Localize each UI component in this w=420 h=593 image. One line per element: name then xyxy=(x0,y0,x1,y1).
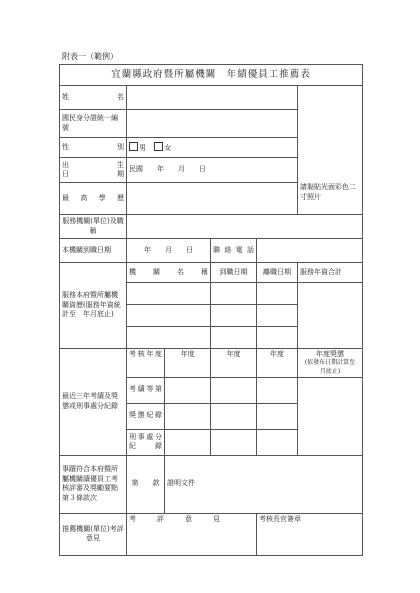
history-label: 服務本府暨所屬機關資歷(服務年資統計至 年月底止) xyxy=(60,263,127,349)
record-sum-cell[interactable] xyxy=(298,377,363,455)
history-end-cell[interactable] xyxy=(257,305,298,327)
id-label: 國民身分證統一編號 xyxy=(60,110,127,138)
record-cell[interactable] xyxy=(211,429,257,455)
recommendation-form xyxy=(59,64,363,556)
facts-label: 事蹟符合本府暨所屬機關績優員工考核評審及獎勵要點第３條款次 xyxy=(60,455,127,513)
record-label: 最近三年考績及獎懲或刑事處分紀錄 xyxy=(60,349,127,456)
record-item-criminal: 刑事處分紀錄 xyxy=(127,429,165,455)
record-sum-label: 年度獎懲 xyxy=(316,350,345,358)
opinion-field[interactable]: 考 評 意 見 xyxy=(127,513,257,555)
education-label: 最 高 學 歷 xyxy=(60,183,127,215)
record-cell[interactable] xyxy=(165,377,211,403)
photo-note: 請黏貼光面彩色二寸照片 xyxy=(300,183,356,201)
gender-label: 性 別 xyxy=(60,138,127,158)
start-field[interactable]: 年 月 日 xyxy=(127,239,211,263)
form-caption: 附表一（範例） xyxy=(62,52,118,61)
id-field[interactable] xyxy=(127,110,298,138)
male-label: 男 xyxy=(139,143,146,152)
start-label: 本機關到職日期 xyxy=(60,239,127,263)
name-label: 姓 名 xyxy=(60,86,127,110)
history-header-agency: 機 關 名 稱 xyxy=(127,263,211,283)
record-year-3: 年度 xyxy=(257,349,298,378)
birth-label xyxy=(60,158,127,183)
record-cell[interactable] xyxy=(165,429,211,455)
history-header-start: 到職日期 xyxy=(211,263,257,283)
record-cell[interactable] xyxy=(257,377,298,403)
record-year-2: 年度 xyxy=(211,349,257,378)
history-agency-cell[interactable] xyxy=(127,305,211,327)
facts-proof[interactable]: 證明文件 xyxy=(165,455,363,513)
record-cell[interactable] xyxy=(211,377,257,403)
phone-label: 聯絡電話 xyxy=(211,239,257,263)
birth-label-top: 出 生 xyxy=(62,160,124,169)
unit-field[interactable] xyxy=(127,215,363,239)
history-header-total: 服務年資合計 xyxy=(298,263,363,283)
record-year-label: 考核年度 xyxy=(127,349,165,378)
opinion-label: 推薦機關(單位)考評意見 xyxy=(60,513,127,555)
unit-label: 服務機關(單位)及職稱 xyxy=(60,215,127,239)
record-cell[interactable] xyxy=(257,429,298,455)
female-checkbox[interactable] xyxy=(154,142,163,151)
record-year-1: 年度 xyxy=(165,349,211,378)
history-agency-cell[interactable] xyxy=(127,283,211,305)
record-sum-note: (依發布日期計算至 月底止) xyxy=(304,359,362,375)
history-total-cell[interactable] xyxy=(298,283,363,349)
history-start-cell[interactable] xyxy=(211,283,257,305)
history-end-cell[interactable] xyxy=(257,327,298,349)
history-end-cell[interactable] xyxy=(257,283,298,305)
supervisor-signature[interactable]: 考核長官簽章 xyxy=(257,513,363,555)
record-cell[interactable] xyxy=(165,403,211,429)
record-item-awards: 獎懲紀錄 xyxy=(127,403,165,429)
phone-field[interactable] xyxy=(257,239,363,263)
record-cell[interactable] xyxy=(211,403,257,429)
record-cell[interactable] xyxy=(257,403,298,429)
facts-clause[interactable]: 第 款 xyxy=(127,455,165,513)
photo-area[interactable] xyxy=(298,86,363,215)
history-header-end: 離職日期 xyxy=(257,263,298,283)
history-start-cell[interactable] xyxy=(211,327,257,349)
history-start-cell[interactable] xyxy=(211,305,257,327)
female-label: 女 xyxy=(164,143,172,152)
name-field[interactable] xyxy=(127,86,298,110)
gender-field xyxy=(127,138,298,158)
record-item-grade: 考績等第 xyxy=(127,377,165,403)
education-field[interactable] xyxy=(127,183,298,215)
form-title: 宜蘭縣政府暨所屬機關 年績優員工推薦表 xyxy=(60,65,363,86)
male-checkbox[interactable] xyxy=(129,142,138,151)
birth-field[interactable]: 民國 年 月 日 xyxy=(127,158,298,183)
record-sum-header xyxy=(298,349,363,378)
birth-label-bottom: 日 期 xyxy=(62,170,124,178)
history-agency-cell[interactable] xyxy=(127,327,211,349)
